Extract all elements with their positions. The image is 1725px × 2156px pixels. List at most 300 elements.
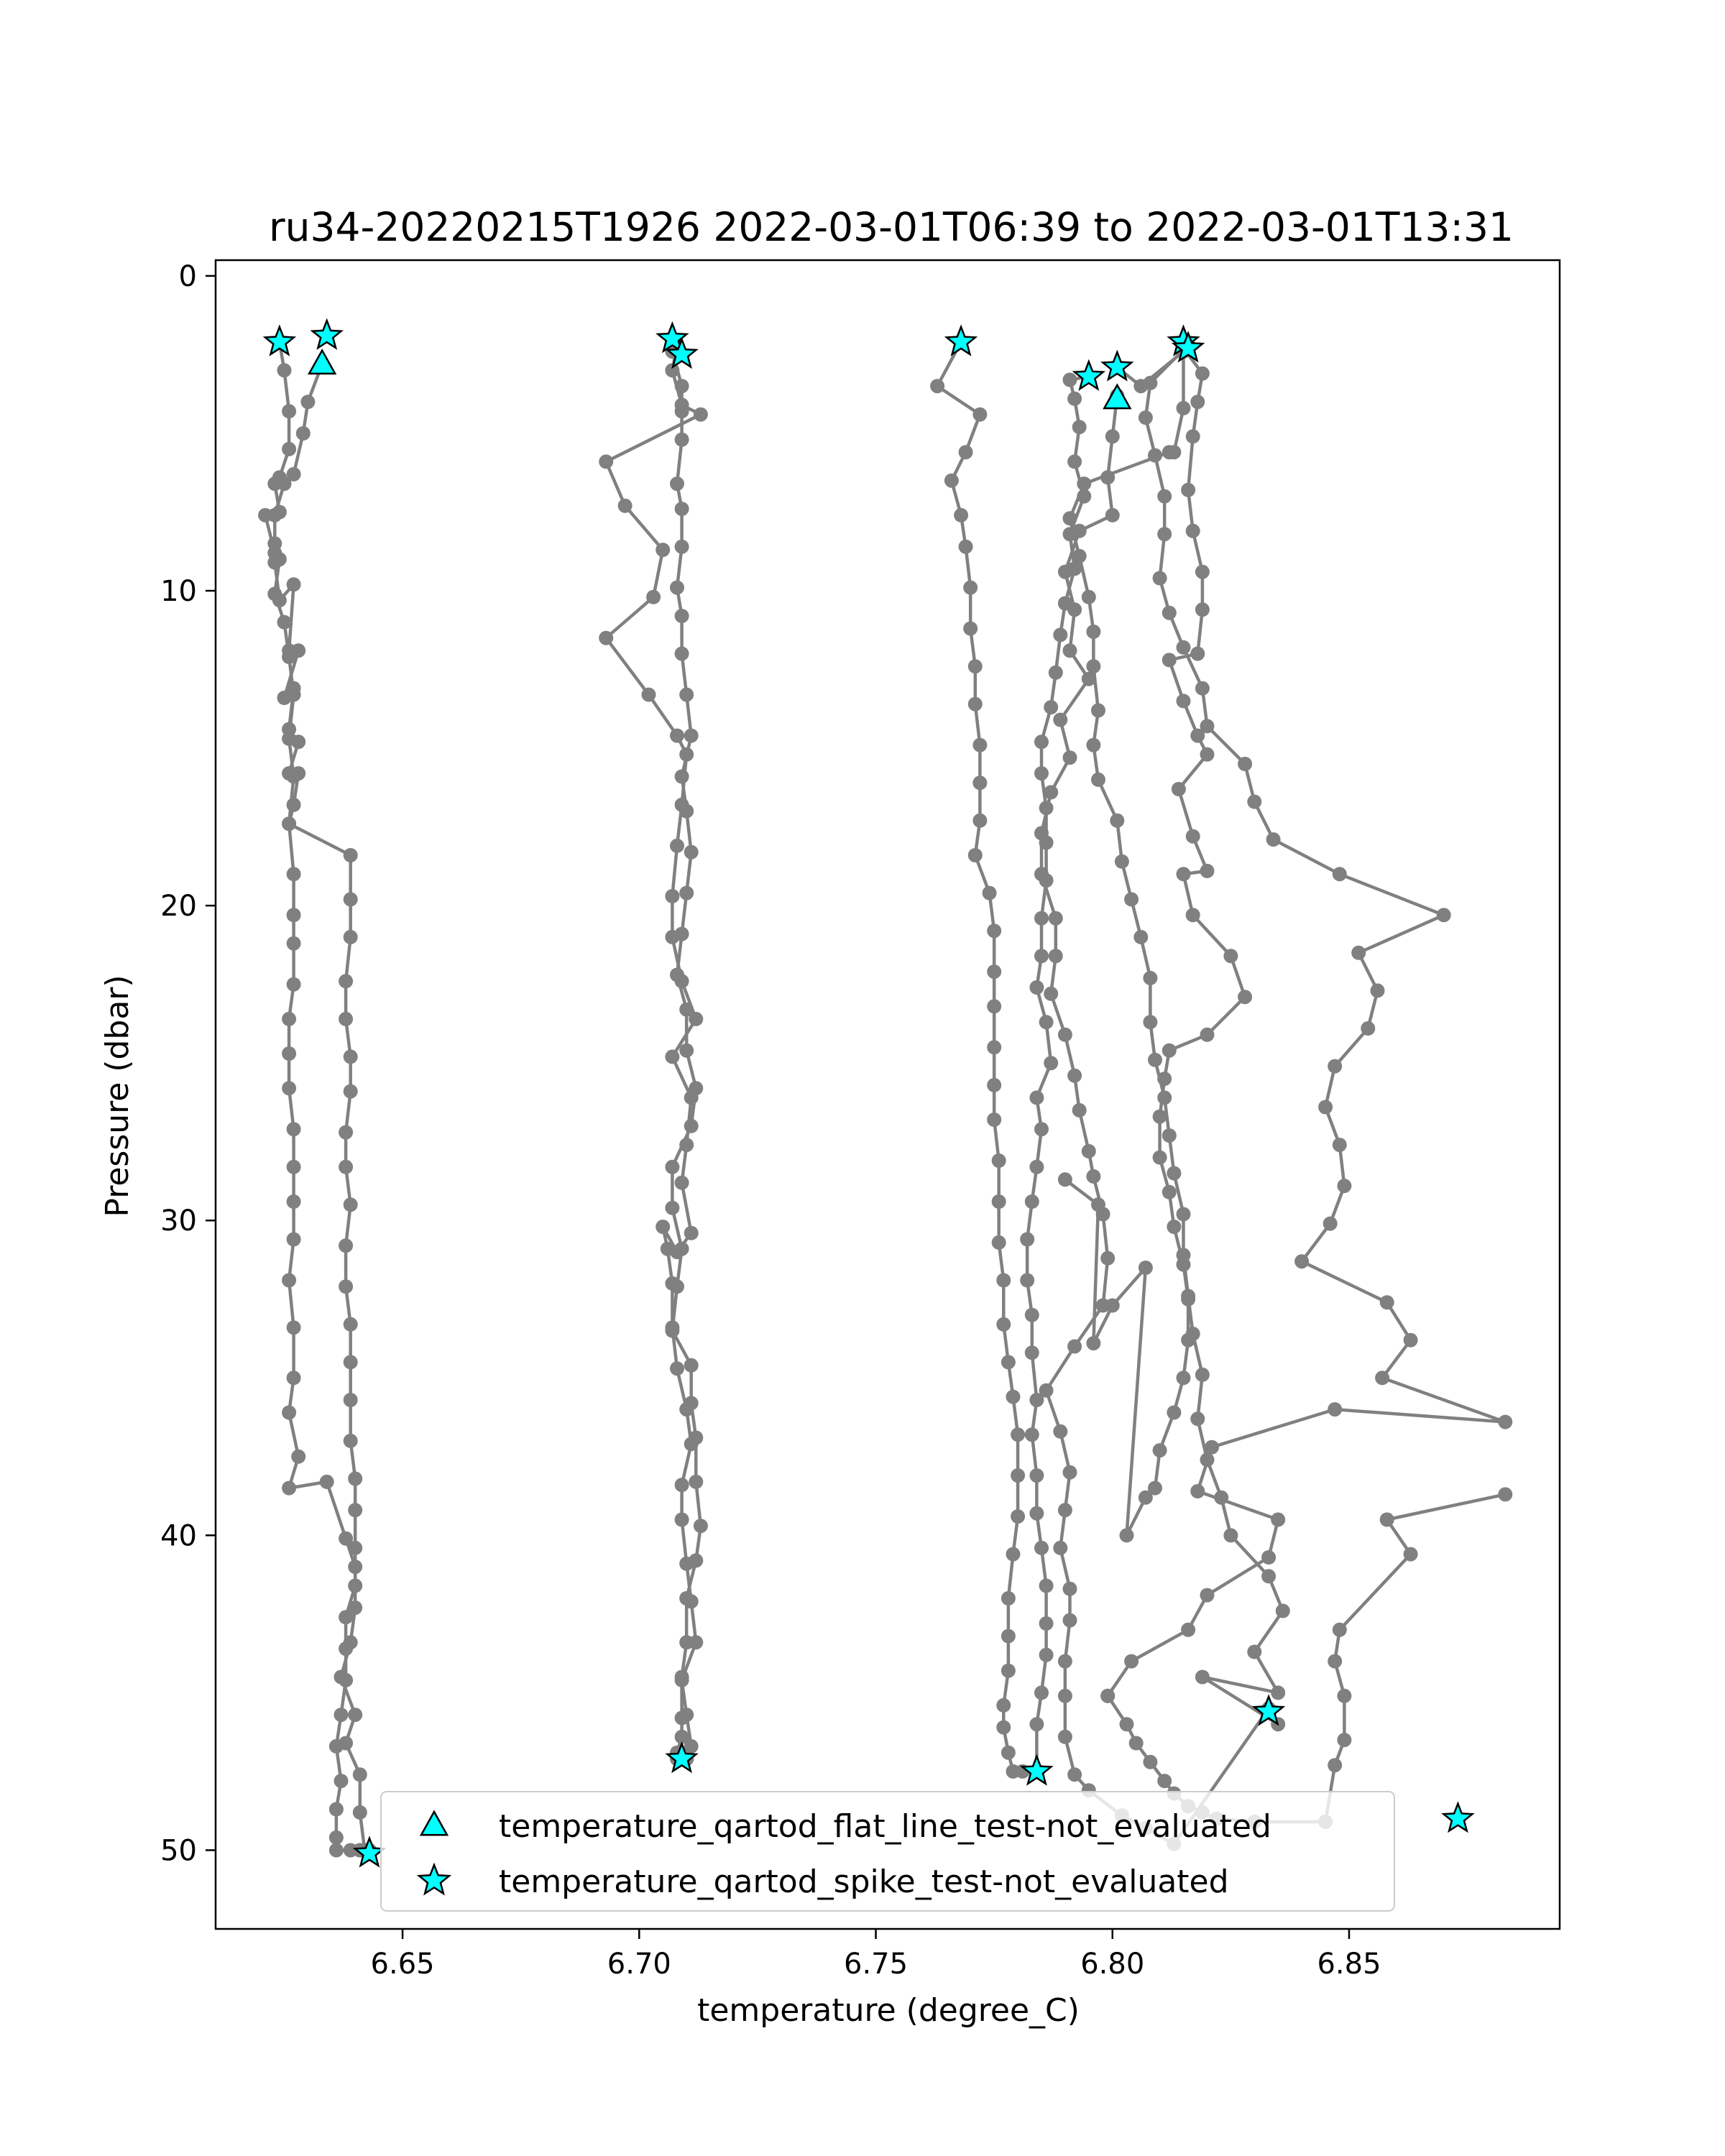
data-point	[1120, 1717, 1134, 1731]
data-point	[1238, 757, 1252, 771]
data-point	[1044, 700, 1058, 714]
data-point	[1223, 949, 1238, 963]
data-point	[684, 1396, 699, 1410]
data-point	[992, 1235, 1006, 1250]
data-point	[1181, 1292, 1195, 1307]
data-point	[1200, 864, 1215, 878]
data-point	[1266, 832, 1281, 847]
data-point	[1124, 1654, 1138, 1669]
data-point	[1138, 1491, 1153, 1505]
data-point	[1025, 1194, 1039, 1209]
data-point	[1058, 1028, 1072, 1042]
data-point	[1328, 1059, 1342, 1074]
data-point	[1157, 489, 1172, 504]
data-point	[1186, 829, 1200, 844]
data-point	[1404, 1547, 1418, 1562]
data-point	[282, 1046, 296, 1061]
data-point	[339, 1641, 353, 1656]
data-point	[287, 688, 301, 702]
data-point	[1039, 1616, 1054, 1631]
data-point	[344, 1084, 358, 1099]
data-point	[1181, 483, 1195, 497]
data-point	[282, 1081, 296, 1095]
data-point	[968, 697, 983, 711]
data-point	[963, 581, 978, 595]
data-point	[675, 1513, 689, 1527]
data-point	[1238, 990, 1252, 1004]
data-point	[287, 577, 301, 591]
data-point	[694, 407, 708, 422]
data-point	[1058, 1503, 1072, 1517]
data-point	[1351, 946, 1366, 960]
data-point	[1153, 1110, 1167, 1124]
data-point	[287, 1122, 301, 1136]
data-point	[287, 867, 301, 881]
data-point	[689, 1475, 703, 1489]
data-point	[334, 1708, 349, 1722]
data-point	[1034, 1122, 1049, 1136]
data-point	[1072, 420, 1087, 434]
data-point	[1011, 1427, 1025, 1442]
data-point	[1328, 1654, 1342, 1669]
data-point	[675, 770, 689, 784]
x-axis-title: temperature (degree_C)	[697, 1992, 1080, 2029]
x-tick-label: 6.75	[844, 1948, 908, 1981]
data-point	[1380, 1513, 1394, 1527]
data-point	[1034, 911, 1049, 926]
data-point	[996, 1698, 1011, 1713]
data-point	[1167, 1166, 1181, 1181]
data-point	[1498, 1415, 1512, 1429]
data-point	[1133, 930, 1148, 944]
data-point	[282, 650, 296, 664]
data-point	[277, 363, 292, 377]
data-point	[1063, 643, 1077, 658]
data-point	[344, 1434, 358, 1448]
data-point	[1086, 659, 1100, 673]
data-point	[1029, 1506, 1044, 1521]
data-point	[665, 889, 679, 903]
data-point	[1153, 1151, 1167, 1165]
legend	[381, 1792, 1394, 1911]
data-point	[1120, 1528, 1134, 1542]
data-point	[344, 848, 358, 862]
data-point	[679, 1044, 694, 1058]
y-tick-label: 40	[160, 1519, 197, 1553]
data-point	[1086, 625, 1100, 639]
data-point	[972, 407, 987, 422]
data-point	[1177, 640, 1191, 655]
data-point	[656, 1220, 670, 1234]
data-point	[1058, 1730, 1072, 1744]
data-point	[1058, 565, 1072, 579]
data-point	[684, 1119, 699, 1133]
data-point	[987, 964, 1001, 979]
data-point	[983, 886, 997, 900]
data-point	[300, 395, 315, 409]
data-point	[1034, 1685, 1049, 1700]
data-point	[1153, 1443, 1167, 1457]
data-point	[353, 1805, 367, 1820]
data-point	[1053, 713, 1067, 727]
data-point	[1186, 908, 1200, 922]
data-point	[334, 1774, 349, 1788]
data-point	[675, 1242, 689, 1256]
data-point	[1100, 1251, 1115, 1266]
data-point	[287, 908, 301, 922]
data-point	[665, 1201, 679, 1215]
data-point	[1181, 1623, 1195, 1637]
data-point	[675, 647, 689, 661]
data-point	[1086, 738, 1100, 752]
data-point	[1049, 911, 1063, 926]
data-point	[1261, 1569, 1276, 1583]
data-point	[1067, 602, 1082, 617]
data-point	[1067, 392, 1082, 406]
y-tick-label: 0	[178, 259, 197, 293]
data-point	[1181, 1333, 1195, 1348]
data-point	[1190, 647, 1205, 661]
data-point	[1034, 949, 1049, 963]
data-point	[353, 1767, 367, 1782]
data-point	[1082, 590, 1096, 604]
data-point	[344, 1197, 358, 1212]
data-point	[348, 1708, 362, 1722]
data-point	[320, 1475, 334, 1489]
data-point	[282, 732, 296, 746]
data-point	[954, 508, 968, 522]
data-point	[684, 1358, 699, 1373]
data-point	[1006, 1547, 1021, 1562]
data-point	[618, 499, 632, 513]
data-point	[1058, 1689, 1072, 1703]
data-point	[1138, 1261, 1153, 1275]
data-point	[296, 426, 310, 441]
data-point	[1157, 1774, 1172, 1788]
y-tick-label: 10	[160, 575, 197, 609]
data-point	[670, 1279, 684, 1294]
data-point	[670, 968, 684, 982]
data-point	[339, 1125, 353, 1140]
data-point	[1029, 980, 1044, 995]
data-point	[1020, 1233, 1034, 1247]
data-point	[987, 1078, 1001, 1092]
data-point	[679, 1591, 694, 1606]
data-point	[992, 1153, 1006, 1168]
data-point	[1105, 429, 1120, 443]
data-point	[1034, 826, 1049, 840]
data-point	[1086, 1169, 1100, 1184]
data-point	[599, 631, 613, 645]
data-point	[1200, 1588, 1215, 1603]
y-tick-label: 20	[160, 890, 197, 923]
data-point	[684, 1226, 699, 1240]
data-point	[1375, 1370, 1389, 1385]
data-point	[1200, 747, 1215, 762]
data-point	[282, 1273, 296, 1288]
data-point	[675, 540, 689, 554]
data-point	[670, 476, 684, 491]
data-point	[1029, 1468, 1044, 1483]
data-point	[689, 1553, 703, 1567]
data-point	[987, 923, 1001, 938]
data-point	[1034, 1541, 1049, 1555]
data-point	[963, 622, 978, 636]
data-point	[287, 798, 301, 812]
data-point	[282, 1406, 296, 1420]
data-point	[1148, 448, 1162, 463]
data-point	[1153, 571, 1167, 586]
data-point	[1034, 734, 1049, 749]
data-point	[1276, 1604, 1290, 1618]
data-point	[1162, 1128, 1177, 1143]
data-point	[1067, 454, 1082, 469]
data-point	[1025, 1427, 1039, 1442]
data-point	[344, 892, 358, 906]
data-point	[1271, 1685, 1285, 1700]
data-point	[329, 1802, 344, 1817]
data-point	[675, 404, 689, 418]
data-point	[1049, 665, 1063, 680]
y-tick-label: 50	[160, 1834, 197, 1868]
data-point	[287, 1320, 301, 1335]
data-point	[1177, 867, 1191, 881]
data-point	[1162, 1185, 1177, 1199]
data-point	[675, 1176, 689, 1190]
data-point	[679, 1003, 694, 1017]
data-point	[1034, 867, 1049, 881]
data-point	[675, 1670, 689, 1685]
data-point	[1271, 1513, 1285, 1527]
data-point	[1086, 1336, 1100, 1350]
data-point	[1091, 704, 1105, 718]
y-tick-label: 30	[160, 1204, 197, 1238]
data-point	[1380, 1295, 1394, 1309]
data-point	[339, 1012, 353, 1026]
data-point	[287, 977, 301, 992]
data-point	[348, 1472, 362, 1486]
data-point	[1105, 508, 1120, 522]
data-point	[1039, 1383, 1054, 1398]
data-point	[1006, 1390, 1021, 1404]
data-point	[344, 1393, 358, 1407]
data-point	[1067, 1069, 1082, 1083]
data-point	[1072, 549, 1087, 563]
data-point	[1162, 653, 1177, 667]
data-point	[1333, 1138, 1347, 1152]
data-point	[1143, 376, 1157, 390]
data-point	[282, 442, 296, 456]
data-point	[675, 433, 689, 447]
data-point	[656, 543, 670, 557]
data-point	[329, 1830, 344, 1845]
legend-label: temperature_qartod_spike_test-not_evaluated	[499, 1864, 1229, 1900]
data-point	[1318, 1100, 1333, 1115]
data-point	[665, 1160, 679, 1174]
data-point	[1082, 1144, 1096, 1158]
data-point	[1110, 814, 1124, 828]
data-point	[1053, 1541, 1067, 1555]
data-point	[987, 1040, 1001, 1054]
data-point	[339, 974, 353, 988]
data-point	[1063, 1582, 1077, 1596]
data-point	[1044, 987, 1058, 1001]
data-point	[996, 1273, 1011, 1288]
data-point	[282, 1012, 296, 1026]
data-point	[675, 502, 689, 516]
data-point	[675, 1711, 689, 1726]
data-point	[1498, 1487, 1512, 1501]
data-point	[329, 1843, 344, 1858]
data-point	[1020, 1273, 1034, 1288]
data-point	[1195, 565, 1210, 579]
x-tick-label: 6.70	[607, 1948, 671, 1981]
data-point	[1195, 1670, 1210, 1685]
data-point	[968, 659, 983, 673]
data-point	[684, 845, 699, 860]
data-point	[1044, 1056, 1058, 1070]
data-point	[987, 1112, 1001, 1127]
data-point	[930, 379, 944, 393]
data-point	[344, 1049, 358, 1064]
data-point	[287, 1233, 301, 1247]
data-point	[1025, 1308, 1039, 1322]
data-point	[344, 1355, 358, 1369]
data-point	[1058, 1654, 1072, 1669]
data-point	[1371, 983, 1385, 998]
data-point	[277, 615, 292, 630]
data-point	[282, 816, 296, 831]
data-point	[1011, 1468, 1025, 1483]
data-point	[1333, 867, 1347, 881]
data-point	[689, 1431, 703, 1445]
data-point	[1157, 1090, 1172, 1105]
data-point	[665, 1324, 679, 1338]
data-point	[992, 1194, 1006, 1209]
data-point	[646, 590, 661, 604]
data-point	[287, 1370, 301, 1385]
data-point	[1105, 1299, 1120, 1313]
data-point	[1190, 1484, 1205, 1498]
data-point	[1200, 1028, 1215, 1042]
data-point	[694, 1519, 708, 1533]
data-point	[1039, 1648, 1054, 1662]
data-point	[282, 1481, 296, 1496]
data-point	[684, 729, 699, 743]
data-point	[1437, 908, 1451, 922]
data-point	[1124, 892, 1138, 906]
data-point	[1034, 766, 1049, 780]
data-point	[972, 775, 987, 790]
data-point	[661, 1242, 675, 1256]
data-point	[1072, 1103, 1087, 1118]
data-point	[339, 1160, 353, 1174]
data-point	[1025, 1345, 1039, 1360]
data-point	[344, 930, 358, 944]
y-axis-title: Pressure (dbar)	[99, 975, 136, 1217]
data-point	[1247, 1645, 1261, 1659]
data-point	[1361, 1021, 1375, 1036]
data-point	[1190, 1411, 1205, 1426]
data-point	[1143, 971, 1157, 985]
data-point	[670, 581, 684, 595]
data-point	[670, 729, 684, 743]
data-point	[679, 1635, 694, 1649]
x-tick-label: 6.85	[1317, 1948, 1381, 1981]
data-point	[267, 586, 282, 601]
data-point	[344, 1317, 358, 1332]
x-tick-label: 6.65	[370, 1948, 435, 1981]
data-point	[1001, 1746, 1016, 1760]
data-point	[679, 886, 694, 900]
data-point	[1195, 367, 1210, 381]
data-point	[329, 1739, 344, 1754]
data-point	[944, 474, 959, 488]
data-point	[1177, 401, 1191, 415]
data-point	[675, 609, 689, 623]
data-point	[291, 1450, 305, 1464]
data-point	[675, 1478, 689, 1492]
data-point	[267, 508, 282, 522]
data-point	[1186, 429, 1200, 443]
data-point	[1039, 1015, 1054, 1029]
data-point	[670, 1361, 684, 1376]
data-point	[1337, 1733, 1351, 1747]
data-point	[1337, 1179, 1351, 1193]
data-point	[689, 1081, 703, 1095]
data-point	[1115, 854, 1129, 869]
data-point	[670, 839, 684, 853]
data-point	[675, 379, 689, 393]
data-point	[1063, 511, 1077, 525]
data-point	[987, 999, 1001, 1013]
data-point	[972, 814, 987, 828]
data-point	[1162, 606, 1177, 620]
data-point	[1157, 527, 1172, 541]
data-point	[1195, 1368, 1210, 1382]
data-point	[348, 1503, 362, 1517]
data-point	[339, 1610, 353, 1624]
data-point	[1337, 1689, 1351, 1703]
data-point	[1138, 410, 1153, 425]
data-point	[1091, 773, 1105, 787]
data-point	[1157, 1072, 1172, 1086]
data-point	[959, 445, 973, 459]
data-point	[1261, 1550, 1276, 1565]
data-point	[1001, 1629, 1016, 1644]
data-point	[1205, 1440, 1219, 1455]
data-point	[1177, 1258, 1191, 1272]
data-point	[1328, 1402, 1342, 1416]
data-point	[1195, 681, 1210, 696]
data-point	[968, 848, 983, 862]
legend-label: temperature_qartod_flat_line_test-not_evaluated	[499, 1808, 1271, 1845]
data-point	[282, 404, 296, 418]
data-point	[675, 927, 689, 941]
data-point	[1333, 1623, 1347, 1637]
data-point	[287, 770, 301, 784]
data-point	[1167, 1220, 1181, 1234]
data-point	[1058, 1172, 1072, 1187]
data-point	[1044, 785, 1058, 799]
data-point	[1172, 782, 1186, 796]
data-point	[1100, 1689, 1115, 1703]
data-point	[1162, 1044, 1177, 1058]
data-point	[1177, 694, 1191, 708]
data-point	[1029, 1090, 1044, 1105]
data-point	[1039, 1579, 1054, 1593]
data-point	[972, 738, 987, 752]
